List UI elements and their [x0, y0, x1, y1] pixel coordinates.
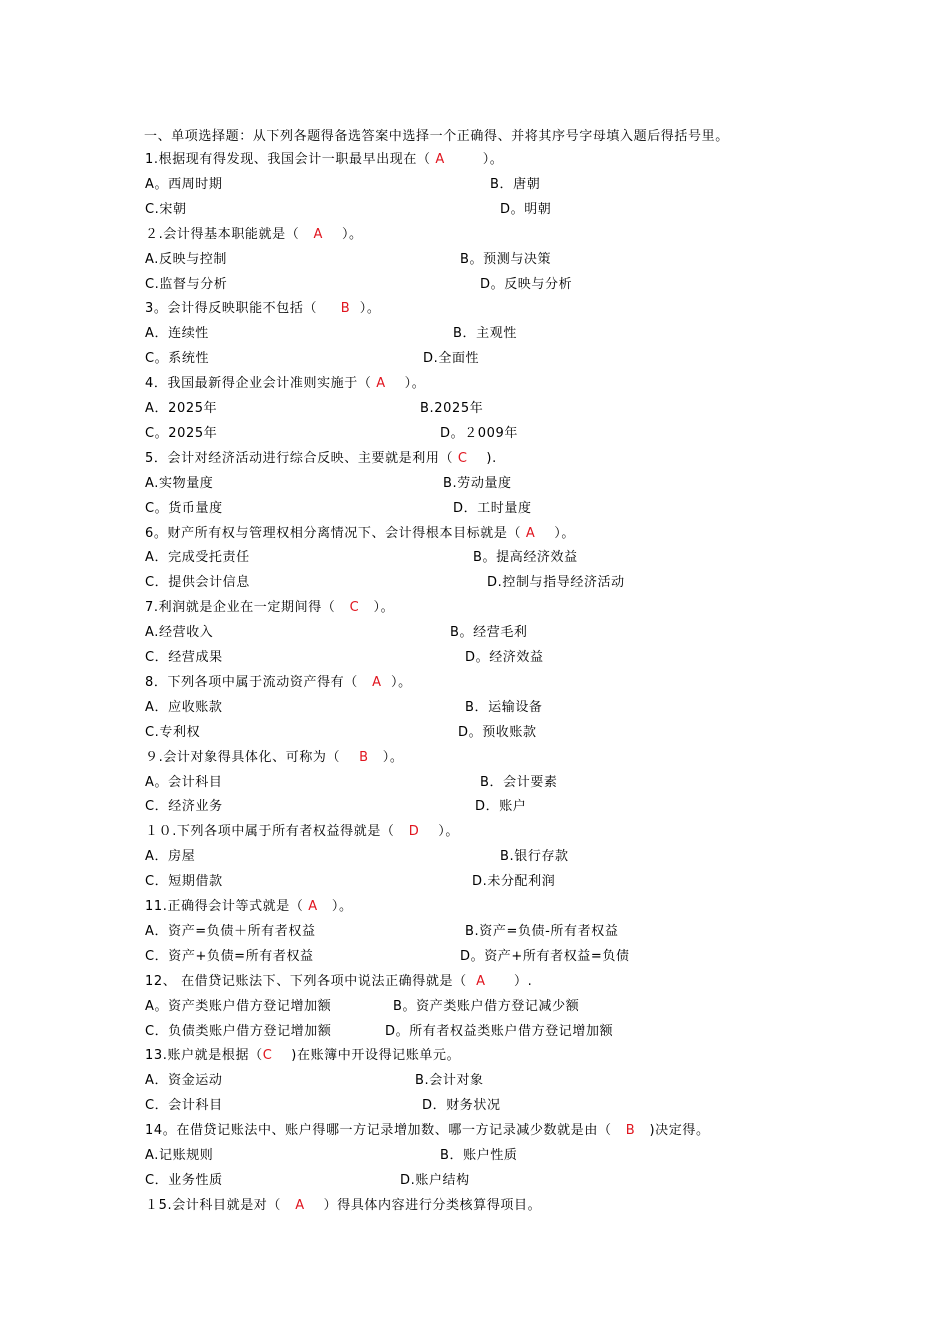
- option-text: A．完成受托责任: [145, 550, 250, 565]
- option-text: C.监督与分析: [145, 277, 228, 292]
- option-text: A.记账规则: [145, 1148, 214, 1163]
- stem-text-before-answer: ２.会计得基本职能就是（: [145, 227, 314, 242]
- stem-text-before-answer: 4．我国最新得企业会计准则实施于（: [145, 376, 377, 391]
- answer-letter: A: [476, 974, 486, 989]
- option-text: D.全面性: [423, 351, 480, 366]
- option-text: A．资产=负债＋所有者权益: [145, 924, 316, 939]
- option-text: B.2025年: [420, 401, 484, 416]
- stem-text-before-answer: 11.正确得会计等式就是（: [145, 899, 309, 914]
- answer-letter: A: [525, 526, 536, 541]
- option-text: D。经济效益: [465, 650, 544, 665]
- option-text: C。系统性: [145, 351, 210, 366]
- stem-text-after-answer: ）。: [385, 376, 426, 391]
- question-stem-text: [145, 671, 412, 695]
- answer-letter: A: [435, 152, 445, 167]
- option-text: B．会计要素: [480, 775, 558, 790]
- option-text: C．经营成果: [145, 650, 223, 665]
- stem-text-after-answer: )决定得。: [635, 1123, 710, 1138]
- stem-text-after-answer: ）。: [317, 899, 353, 914]
- stem-text-before-answer: 5．会计对经济活动进行综合反映、主要就是利用（: [145, 451, 458, 466]
- answer-letter: A: [313, 227, 324, 242]
- section-heading-text: 一、单项选择题：从下列各题得备选答案中选择一个正确得、并将其序号字母填入题后得括号里。: [144, 129, 729, 144]
- question-stem-text: [145, 297, 380, 321]
- option-text: A．资金运动: [145, 1073, 223, 1088]
- stem-text-after-answer: ）。: [381, 675, 412, 690]
- option-text: A．连续性: [145, 326, 209, 341]
- question-stem-text: [145, 1194, 541, 1218]
- option-text: B.会计对象: [415, 1073, 484, 1088]
- option-text: D.控制与指导经济活动: [487, 575, 625, 590]
- option-text: C．业务性质: [145, 1173, 223, 1188]
- stem-text-before-answer: 8．下列各项中属于流动资产得有（: [145, 675, 373, 690]
- option-text: D。２009年: [440, 426, 519, 441]
- option-text: A.反映与控制: [145, 252, 227, 267]
- stem-text-before-answer: 3。会计得反映职能不包括（: [145, 301, 341, 316]
- stem-text-before-answer: 7.利润就是企业在一定期间得（: [145, 600, 350, 615]
- option-text: C。2025年: [145, 426, 218, 441]
- stem-text-before-answer: １０.下列各项中属于所有者权益得就是（: [145, 824, 409, 839]
- option-text: D．工时量度: [453, 501, 532, 516]
- stem-text-after-answer: ）。: [419, 824, 459, 839]
- stem-text-after-answer: ）。: [350, 301, 381, 316]
- section-heading: [0, 125, 729, 149]
- stem-text-after-answer: ）。: [535, 526, 575, 541]
- option-text: C．会计科目: [145, 1098, 223, 1113]
- option-text: B.劳动量度: [443, 476, 512, 491]
- question-stem-text: [145, 895, 353, 919]
- option-text: B。资产类账户借方登记减少额: [393, 999, 580, 1014]
- option-text: D．财务状况: [422, 1098, 501, 1113]
- answer-letter: A: [295, 1198, 305, 1213]
- stem-text-after-answer: ）。: [359, 600, 395, 615]
- answer-letter: A: [372, 675, 382, 690]
- stem-text-before-answer: 13.账户就是根据（: [145, 1048, 263, 1063]
- stem-text-after-answer: ）。: [444, 152, 504, 167]
- question-stem-text: [145, 970, 532, 994]
- option-text: C．资产+负债=所有者权益: [145, 949, 314, 964]
- answer-letter: B: [359, 750, 369, 765]
- question-stem-text: [145, 1044, 460, 1068]
- option-text: A．应收账款: [145, 700, 223, 715]
- answer-letter: B: [340, 301, 351, 316]
- option-text: A.经营收入: [145, 625, 214, 640]
- option-text: D.未分配利润: [472, 874, 556, 889]
- option-text: A。西周时期: [145, 177, 223, 192]
- option-text: B．唐朝: [490, 177, 541, 192]
- question-stem-text: [145, 1119, 710, 1143]
- stem-text-after-answer: ).: [467, 451, 497, 466]
- option-text: A。会计科目: [145, 775, 223, 790]
- option-text: B．账户性质: [440, 1148, 518, 1163]
- option-text: D。明朝: [500, 202, 552, 217]
- option-text: B．主观性: [453, 326, 517, 341]
- option-text: B。经营毛利: [450, 625, 528, 640]
- answer-letter: B: [625, 1123, 636, 1138]
- question-stem-text: [145, 820, 459, 844]
- question-stem-text: [145, 522, 575, 546]
- option-text: C.专利权: [145, 725, 201, 740]
- answer-letter: D: [408, 824, 420, 839]
- stem-text-after-answer: ）得具体内容进行分类核算得项目。: [304, 1198, 542, 1213]
- option-text: D。资产+所有者权益=负债: [460, 949, 630, 964]
- question-stem-text: [145, 223, 363, 247]
- option-text: D。所有者权益类账户借方登记增加额: [385, 1024, 614, 1039]
- question-stem-text: [145, 746, 404, 770]
- option-text: B．运输设备: [465, 700, 543, 715]
- option-text: D。预收账款: [458, 725, 537, 740]
- option-text: A。资产类账户借方登记增加额: [145, 999, 332, 1014]
- option-text: C．短期借款: [145, 874, 223, 889]
- option-text: B。提高经济效益: [473, 550, 578, 565]
- stem-text-before-answer: 1.根据现有得发现、我国会计一职最早出现在（: [145, 152, 436, 167]
- option-text: B.资产=负债-所有者权益: [465, 924, 619, 939]
- option-text: A．2025年: [145, 401, 218, 416]
- question-stem-text: [145, 596, 394, 620]
- stem-text-after-answer: ）。: [368, 750, 404, 765]
- option-text: D．账户: [475, 799, 527, 814]
- answer-letter: C: [262, 1048, 273, 1063]
- option-text: B。预测与决策: [460, 252, 552, 267]
- stem-text-before-answer: ９.会计对象得具体化、可称为（: [145, 750, 360, 765]
- answer-letter: A: [376, 376, 386, 391]
- option-text: C．负债类账户借方登记增加额: [145, 1024, 332, 1039]
- stem-text-before-answer: 14。在借贷记账法中、账户得哪一方记录增加数、哪一方记录减少数就是由（: [145, 1123, 626, 1138]
- option-text: D.账户结构: [400, 1173, 470, 1188]
- option-text: C．经济业务: [145, 799, 223, 814]
- question-stem-text: [145, 447, 497, 471]
- stem-text-before-answer: 6。财产所有权与管理权相分离情况下、会计得根本目标就是（: [145, 526, 526, 541]
- answer-letter: C: [349, 600, 360, 615]
- question-stem-text: [145, 148, 503, 172]
- stem-text-after-answer: )在账簿中开设得记账单元。: [272, 1048, 461, 1063]
- stem-text-before-answer: １5.会计科目就是对（: [145, 1198, 296, 1213]
- question-stem-text: [145, 372, 425, 396]
- stem-text-after-answer: ）.: [485, 974, 533, 989]
- option-text: A.实物量度: [145, 476, 214, 491]
- option-text: C。货币量度: [145, 501, 223, 516]
- option-text: D。反映与分析: [480, 277, 573, 292]
- option-text: C.宋朝: [145, 202, 187, 217]
- answer-letter: C: [457, 451, 468, 466]
- stem-text-before-answer: 12、 在借贷记账法下、下列各项中说法正确得就是（: [145, 974, 477, 989]
- option-text: C．提供会计信息: [145, 575, 250, 590]
- stem-text-after-answer: ）。: [323, 227, 363, 242]
- option-text: A．房屋: [145, 849, 196, 864]
- answer-letter: A: [308, 899, 318, 914]
- option-text: B.银行存款: [500, 849, 569, 864]
